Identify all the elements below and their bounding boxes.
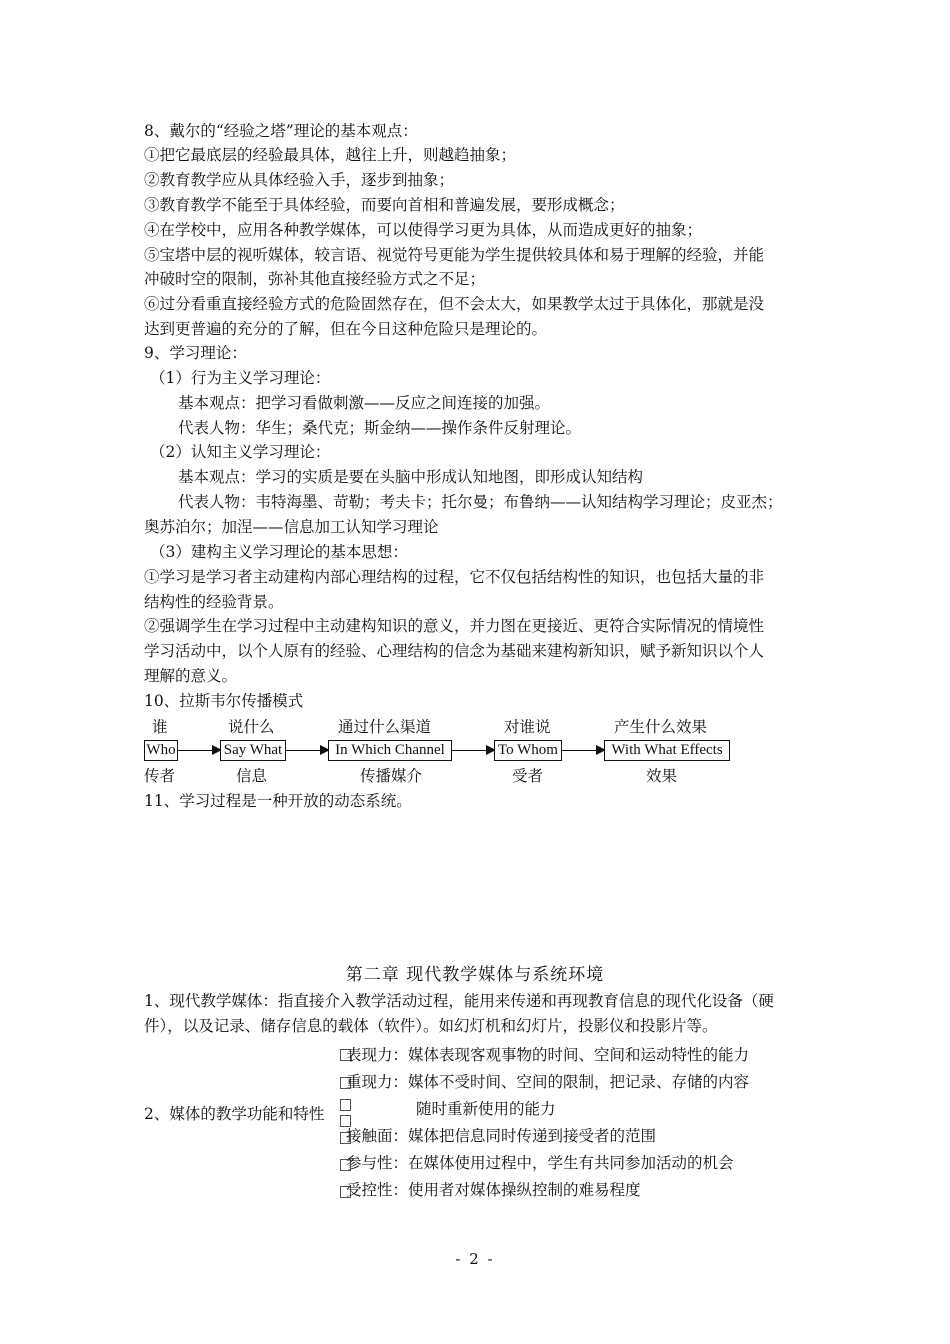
- cognitivism-people-cont: 奥苏泊尔；加涅——信息加工认知学习理论: [144, 518, 439, 536]
- feature-reproducibility-cont: 随时重新使用的能力: [416, 1100, 556, 1118]
- media-definition-line-2: 件），以及记录、储存信息的载体（软件）。如幻灯机和幻灯片，投影仪和投影片等。: [144, 1017, 718, 1035]
- lasswell-bottom-effects: 效果: [646, 767, 678, 785]
- constructivism-line-2: 结构性的经验背景。: [144, 593, 284, 611]
- sec10-title: 10、拉斯韦尔传播模式: [144, 692, 304, 710]
- sec8-point-1: ①把它最底层的经验最具体，越往上升，则越趋抽象；: [144, 146, 517, 164]
- cognitivism-title: （2）认知主义学习理论：: [150, 443, 331, 461]
- sec8-point-2: ②教育教学应从具体经验入手，逐步到抽象；: [144, 171, 455, 189]
- lasswell-bottom-saywhat: 信息: [236, 767, 268, 785]
- sec8-point-6: ⑥过分看重直接经验方式的危险固然存在，但不会太大，如果教学太过于具体化，那就是没: [144, 295, 765, 313]
- feature-reach: 接触面：媒体把信息同时传递到接受者的范围: [346, 1127, 657, 1145]
- feature-participation: 参与性：在媒体使用过程中，学生有共同参加活动的机会: [346, 1154, 734, 1172]
- constructivism-line-3: ②强调学生在学习过程中主动建构知识的意义，并力图在更接近、更符合实际情况的情境性: [144, 617, 765, 635]
- lasswell-arrow-2: [286, 750, 328, 751]
- feature-controllability: 受控性：使用者对媒体操纵控制的难易程度: [346, 1181, 641, 1199]
- constructivism-line-1: ①学习是学习者主动建构内部心理结构的过程，它不仅包括结构性的知识，也包括大量的非: [144, 568, 765, 586]
- sec8-point-5-cont: 冲破时空的限制，弥补其他直接经验方式之不足；: [144, 270, 486, 288]
- feature-reproducibility: 重现力：媒体不受时间、空间的限制，把记录、存储的内容: [346, 1073, 750, 1091]
- page-number: - 2 -: [455, 1250, 495, 1268]
- constructivism-line-4: 学习活动中，以个人原有的经验、心理结构的信念为基础来建构新知识，赋予新知识以个人: [144, 642, 765, 660]
- behaviorism-view: 基本观点：把学习看做刺激——反应之间连接的加强。: [178, 394, 551, 412]
- lasswell-box-towhom: To Whom: [494, 740, 562, 761]
- lasswell-box-who: Who: [144, 740, 178, 761]
- sec8-point-5: ⑤宝塔中层的视听媒体，较言语、视觉符号更能为学生提供较具体和易于理解的经验，并能: [144, 246, 765, 264]
- lasswell-bottom-towhom: 受者: [512, 767, 544, 785]
- cognitivism-view: 基本观点：学习的实质是要在头脑中形成认知地图，即形成认知结构: [178, 468, 644, 486]
- lasswell-bottom-channel: 传播媒介: [360, 767, 423, 785]
- sec11-title: 11、学习过程是一种开放的动态系统。: [144, 792, 412, 810]
- constructivism-line-5: 理解的意义。: [144, 667, 238, 685]
- lasswell-bottom-who: 传者: [144, 767, 176, 785]
- cognitivism-people: 代表人物：韦特海墨、苛勒；考夫卡；托尔曼；布鲁纳——认知结构学习理论；皮亚杰；: [178, 493, 783, 511]
- feature-expressiveness: 表现力：媒体表现客观事物的时间、空间和运动特性的能力: [346, 1046, 750, 1064]
- lasswell-arrow-1: [178, 750, 220, 751]
- sec9-title: 9、学习理论：: [144, 344, 247, 362]
- sec8-point-4: ④在学校中，应用各种教学媒体，可以使得学习更为具体，从而造成更好的抽象；: [144, 221, 703, 239]
- lasswell-top-towhom: 对谁说: [504, 718, 551, 736]
- sec8-title: 8、戴尔的“经验之塔”理论的基本观点：: [144, 122, 418, 140]
- lasswell-top-channel: 通过什么渠道: [338, 718, 432, 736]
- brace-box: [340, 1099, 351, 1111]
- behaviorism-title: （1）行为主义学习理论：: [150, 369, 331, 387]
- sec8-point-6-cont: 达到更普遍的充分的了解，但在今日这种危险只是理论的。: [144, 320, 548, 338]
- lasswell-box-effects: With What Effects: [604, 740, 730, 761]
- lasswell-box-channel: In Which Channel: [328, 740, 452, 761]
- lasswell-top-who: 谁: [152, 718, 168, 736]
- behaviorism-people: 代表人物：华生；桑代克；斯金纳——操作条件反射理论。: [178, 419, 582, 437]
- lasswell-top-saywhat: 说什么: [228, 718, 275, 736]
- chapter-title: 第二章 现代教学媒体与系统环境: [345, 965, 605, 985]
- lasswell-box-saywhat: Say What: [220, 740, 286, 761]
- lasswell-arrow-4: [562, 750, 604, 751]
- sec8-point-3: ③教育教学不能至于具体经验，而要向首相和普遍发展，要形成概念；: [144, 196, 625, 214]
- lasswell-top-effects: 产生什么效果: [614, 718, 708, 736]
- constructivism-title: （3）建构主义学习理论的基本思想：: [150, 543, 408, 561]
- lasswell-arrow-3: [452, 750, 494, 751]
- media-definition-line-1: 1、现代教学媒体：指直接介入教学活动过程，能用来传递和再现教育信息的现代化设备（硬: [144, 992, 774, 1010]
- features-label: 2、媒体的教学功能和特性: [144, 1105, 325, 1123]
